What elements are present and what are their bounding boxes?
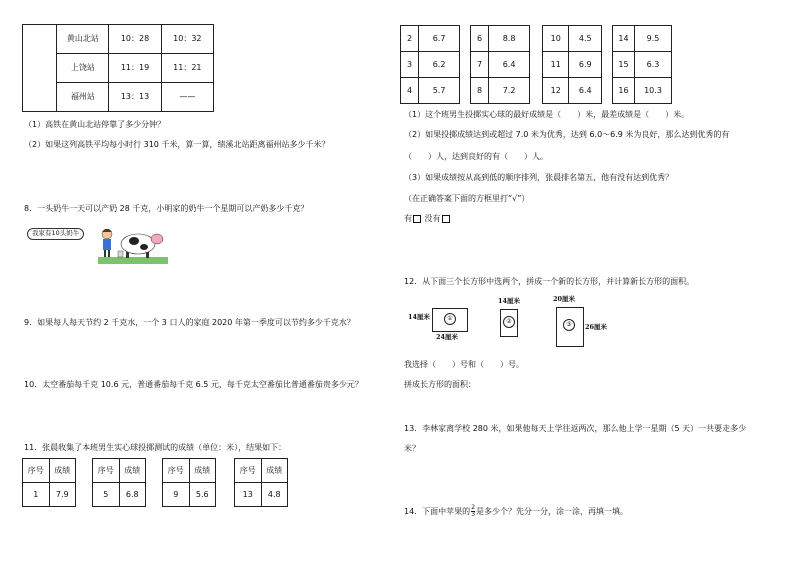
header-number: 序号 xyxy=(163,459,190,483)
cell-score: 7.9 xyxy=(49,483,76,507)
header-number: 序号 xyxy=(23,459,50,483)
question-11: 11．张晨收集了本班男生实心球投掷测试的成绩（单位：米），结果如下： xyxy=(24,443,287,452)
header-score: 成绩 xyxy=(261,459,288,483)
header-number: 序号 xyxy=(93,459,120,483)
schedule-station: 黄山北站 xyxy=(57,25,109,54)
cell-score: 6.4 xyxy=(489,52,530,78)
schedule-station: 上饶站 xyxy=(57,54,109,83)
cell-score: 6.9 xyxy=(569,52,602,78)
answer-checkboxes xyxy=(404,214,451,224)
question-8: 8．一头奶牛一天可以产奶 28 千克，小明家的奶牛一个星期可以产奶多少千克？ xyxy=(24,204,309,213)
q14-suffix: 是多少个？先分一分，涂一涂，再填一填。 xyxy=(476,507,629,516)
rect3-height-label: 26厘米 xyxy=(585,323,608,331)
fraction xyxy=(471,505,475,518)
q11-sub3: （3）如果成绩按从高到低的顺序排列，张晨排名第五，他有没有达到优秀？ xyxy=(404,173,674,182)
girl-and-cow-icon xyxy=(98,224,168,264)
schedule-arrive: 11：19 xyxy=(109,54,161,83)
schedule-depart: —— xyxy=(161,83,213,112)
rect1-width-label: 24厘米 xyxy=(436,333,459,341)
cell-number: 9 xyxy=(163,483,190,507)
train-question-1: （1）高铁在黄山北站停靠了多少分钟？ xyxy=(24,120,166,129)
header-score: 成绩 xyxy=(49,459,76,483)
question-9: 9．如果每人每天节约 2 千克水，一个 3 口人的家庭 2020 年第一季度可以节约多少千克水？ xyxy=(24,318,355,327)
q12-area: 拼成长方形的面积： xyxy=(404,380,476,389)
cell-number: 10 xyxy=(543,26,569,52)
cell-number: 3 xyxy=(401,52,419,78)
cell-score: 6.4 xyxy=(569,78,602,104)
fraction-denominator: 3 xyxy=(471,511,476,518)
cell-score: 4.5 xyxy=(569,26,602,52)
q14-prefix: 14．下面中苹果的 xyxy=(404,507,471,516)
cell-score: 10.3 xyxy=(635,78,672,104)
question-14 xyxy=(404,505,628,518)
cell-score: 5.7 xyxy=(419,78,460,104)
answer-no-label: 没有 xyxy=(424,214,441,223)
train-schedule-table xyxy=(22,24,214,112)
cell-score: 6.7 xyxy=(419,26,460,52)
question-10: 10．太空番茄每千克 10.6 元，普通番茄每千克 6.5 元，每千克太空番茄比普通番茄贵多少元？ xyxy=(24,380,363,389)
cell-number: 11 xyxy=(543,52,569,78)
scores-table-1 xyxy=(22,458,76,507)
rect2-side-label: 14厘米 xyxy=(498,297,521,305)
schedule-depart: 10：32 xyxy=(161,25,213,54)
cell-score: 4.8 xyxy=(261,483,288,507)
cell-number: 13 xyxy=(235,483,262,507)
cell-number: 7 xyxy=(471,52,489,78)
header-score: 成绩 xyxy=(189,459,216,483)
header-number: 序号 xyxy=(235,459,262,483)
question-13-line1: 13．李林家离学校 280 米，如果他每天上学往返两次，那么他上学一星期（5 天）一共要走多少 xyxy=(404,424,747,433)
cell-score: 6.8 xyxy=(119,483,146,507)
scores-table-6-8 xyxy=(470,25,530,104)
schedule-station: 福州站 xyxy=(57,83,109,112)
rect2-number: ② xyxy=(503,316,515,328)
cell-score: 6.2 xyxy=(419,52,460,78)
cell-number: 2 xyxy=(401,26,419,52)
cell-score: 8.8 xyxy=(489,26,530,52)
scores-table-2-4 xyxy=(400,25,460,104)
scores-table-14-16 xyxy=(612,25,672,104)
no-checkbox[interactable] xyxy=(442,215,450,223)
cell-number: 15 xyxy=(613,52,635,78)
scores-table-10-12 xyxy=(542,25,602,104)
cell-number: 5 xyxy=(93,483,120,507)
yes-checkbox[interactable] xyxy=(413,215,421,223)
rect1-height-label: 14厘米 xyxy=(408,313,431,321)
scores-table-13 xyxy=(234,458,288,507)
speech-bubble: 我家有10头奶牛 xyxy=(27,228,84,240)
cell-score: 5.6 xyxy=(189,483,216,507)
fraction-numerator: 2 xyxy=(471,504,476,511)
q12-choose: 我选择（ ）号和（ ）号。 xyxy=(404,360,524,369)
schedule-depart: 11：21 xyxy=(161,54,213,83)
cell-number: 12 xyxy=(543,78,569,104)
cell-score: 9.5 xyxy=(635,26,672,52)
q11-sub3-hint: （在正确答案下面的方框里打“√”） xyxy=(404,194,530,203)
cell-number: 16 xyxy=(613,78,635,104)
question-12: 12．从下面三个长方形中选两个，拼成一个新的长方形，并计算新长方形的面积。 xyxy=(404,277,695,286)
train-question-2: （2）如果这列高铁平均每小时行 310 千米，算一算，绩溪北站距离福州站多少千米？ xyxy=(24,140,330,149)
cell-score: 7.2 xyxy=(489,78,530,104)
cell-number: 6 xyxy=(471,26,489,52)
cell-number: 8 xyxy=(471,78,489,104)
q11-sub1: （1）这个班男生投掷实心球的最好成绩是（ ）米，最差成绩是（ ）米。 xyxy=(404,110,690,119)
schedule-arrive: 10：28 xyxy=(109,25,161,54)
rect1-number: ① xyxy=(444,313,456,325)
q11-sub2a: （2）如果投掷成绩达到或超过 7.0 米为优秀，达到 6.0～6.9 米为良好，那么达到优秀的有 xyxy=(404,130,730,139)
answer-yes-label: 有 xyxy=(404,214,412,223)
schedule-arrive: 13：13 xyxy=(109,83,161,112)
scores-table-5 xyxy=(92,458,146,507)
cell-number: 1 xyxy=(23,483,50,507)
rect3-number: ③ xyxy=(563,319,575,331)
q11-sub2b: （ ）人，达到良好的有（ ）人。 xyxy=(404,152,548,161)
question-13-line2: 米？ xyxy=(404,444,420,453)
header-score: 成绩 xyxy=(119,459,146,483)
cell-number: 14 xyxy=(613,26,635,52)
cell-score: 6.3 xyxy=(635,52,672,78)
schedule-blank-cell xyxy=(23,25,57,112)
cell-number: 4 xyxy=(401,78,419,104)
rect3-width-label: 20厘米 xyxy=(553,295,576,303)
scores-table-9 xyxy=(162,458,216,507)
